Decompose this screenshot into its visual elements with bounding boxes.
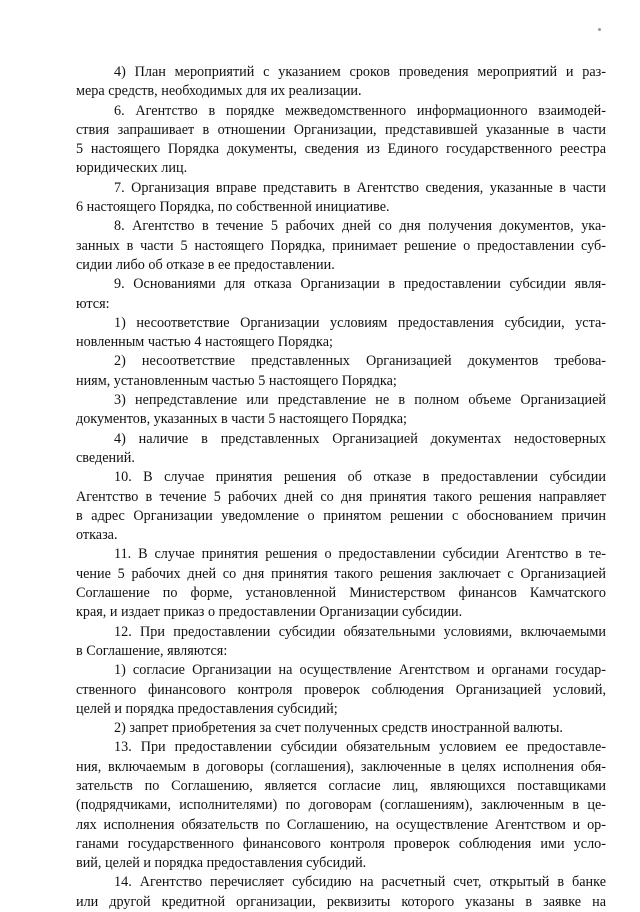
paragraph-11: [76, 545, 606, 622]
text-line: чение 5 рабочих дней со дня принятия такого решения заключает с Организацией: [76, 565, 606, 582]
text-line: мера средств, необходимых для их реализации.: [76, 83, 362, 100]
text-line: 8. Агентство в течение 5 рабочих дней со дня получения документов, ука-: [114, 218, 606, 235]
text-line: ствия запрашивает в отношении Организации, представившей указанные в части: [76, 121, 606, 138]
text-line: Агентство в течение 5 рабочих дней со дня принятия такого решения направляет: [76, 488, 606, 505]
text-line: 4) План мероприятий с указанием сроков проведения мероприятий и раз-: [114, 64, 606, 80]
text-line: 11. В случае принятия решения о предоставлении субсидии Агентство в те-: [114, 546, 606, 563]
text-line: сидии либо об отказе в ее предоставлении.: [76, 256, 335, 273]
text-line: 7. Организация вправе представить в Агентство сведения, указанные в части: [114, 179, 606, 196]
paragraph-9-item-3: [76, 391, 606, 430]
text-line: 9. Основаниями для отказа Организации в предоставлении субсидии явля-: [114, 276, 606, 293]
paragraph-10: [76, 468, 606, 545]
text-line: 1) несоответствие Организации условиям предоставления субсидии, уста-: [114, 314, 606, 331]
text-line: целей и порядка предоставления субсидий;: [76, 700, 338, 717]
text-line: занных в части 5 настоящего Порядка, принимает решение о предоставлении суб-: [76, 237, 606, 254]
text-line: вий, целей и порядка предоставления субсидий.: [76, 855, 367, 872]
text-line: зательств по Соглашению, является согласие лиц, являющихся поставщиками: [76, 777, 606, 794]
text-line: ниям, установленным частью 5 настоящего Порядка;: [76, 372, 397, 389]
text-line: 2) несоответствие представленных Организацией документов требова-: [114, 353, 606, 370]
text-line: новленным частью 4 настоящего Порядка;: [76, 334, 333, 351]
text-line: отказа.: [76, 527, 118, 544]
text-line: 5 настоящего Порядка документы, сведения из Единого государственного реестра: [76, 141, 606, 158]
paragraph-12: [76, 623, 606, 662]
text-line: ния, включаемым в договоры (соглашения), заключенные в целях исполнения обя-: [76, 758, 606, 775]
text-line: 2) запрет приобретения за счет полученных средств иностранной валюты.: [114, 720, 563, 737]
text-line: лях исполнения обязательств по Соглашению, на осуществление Агентством и ор-: [76, 816, 606, 833]
document-page: [76, 63, 606, 912]
text-line: 10. В случае принятия решения об отказе в предоставлении субсидии: [114, 469, 606, 486]
paragraph-6: [76, 102, 606, 179]
paragraph-9: [76, 275, 606, 314]
text-line: ганами государственного финансового контроля проверок соблюдения ими усло-: [76, 835, 606, 852]
paragraph-12-item-2: [76, 719, 606, 738]
text-line: 14. Агентство перечисляет субсидию на расчетный счет, открытый в банке: [114, 874, 606, 891]
text-line: (подрядчиками, исполнителями) по договорам (соглашениям), заключенным в це-: [76, 797, 606, 814]
text-line: в адрес Организации уведомление о принятом решении с обоснованием причин: [76, 507, 606, 524]
text-line: 4) наличие в представленных Организацией документах недостоверных: [114, 430, 606, 447]
text-line: или другой кредитной организации, реквизиты которого указаны в заявке на: [76, 893, 606, 910]
paragraph-8: [76, 217, 606, 275]
paragraph-9-item-1: [76, 314, 606, 353]
scan-speck: [598, 28, 601, 31]
text-line: документов, указанных в части 5 настоящего Порядка;: [76, 411, 407, 428]
text-line: 6 настоящего Порядка, по собственной инициативе.: [76, 199, 390, 216]
text-line: 3) непредставление или представление не в полном объеме Организацией: [114, 392, 606, 409]
text-line: 13. При предоставлении субсидии обязательным условием ее предоставле-: [114, 739, 606, 756]
text-line: 6. Агентство в порядке межведомственного информационного взаимодей-: [114, 102, 606, 119]
paragraph-7: [76, 179, 606, 218]
text-line: края, и издает приказ о предоставлении Организации субсидии.: [76, 604, 463, 621]
text-line: в Соглашение, являются:: [76, 642, 228, 659]
text-line: Соглашение по форме, установленной Министерством финансов Камчатского: [76, 585, 606, 602]
paragraph-9-item-4: [76, 430, 606, 469]
text-line: ственного финансового контроля проверок соблюдения Организацией условий,: [76, 681, 606, 698]
text-line: 12. При предоставлении субсидии обязательными условиями, включаемыми: [114, 623, 606, 640]
paragraph-12-item-1: [76, 661, 606, 719]
text-line: сведений.: [76, 449, 135, 466]
text-line: 1) согласие Организации на осуществление Агентством и органами государ-: [114, 662, 606, 679]
paragraph-13: [76, 738, 606, 873]
paragraph-14: [76, 873, 606, 912]
text-line: ются:: [76, 295, 110, 312]
paragraph-item-4: [76, 63, 606, 102]
text-line: юридических лиц.: [76, 160, 188, 177]
paragraph-9-item-2: [76, 352, 606, 391]
